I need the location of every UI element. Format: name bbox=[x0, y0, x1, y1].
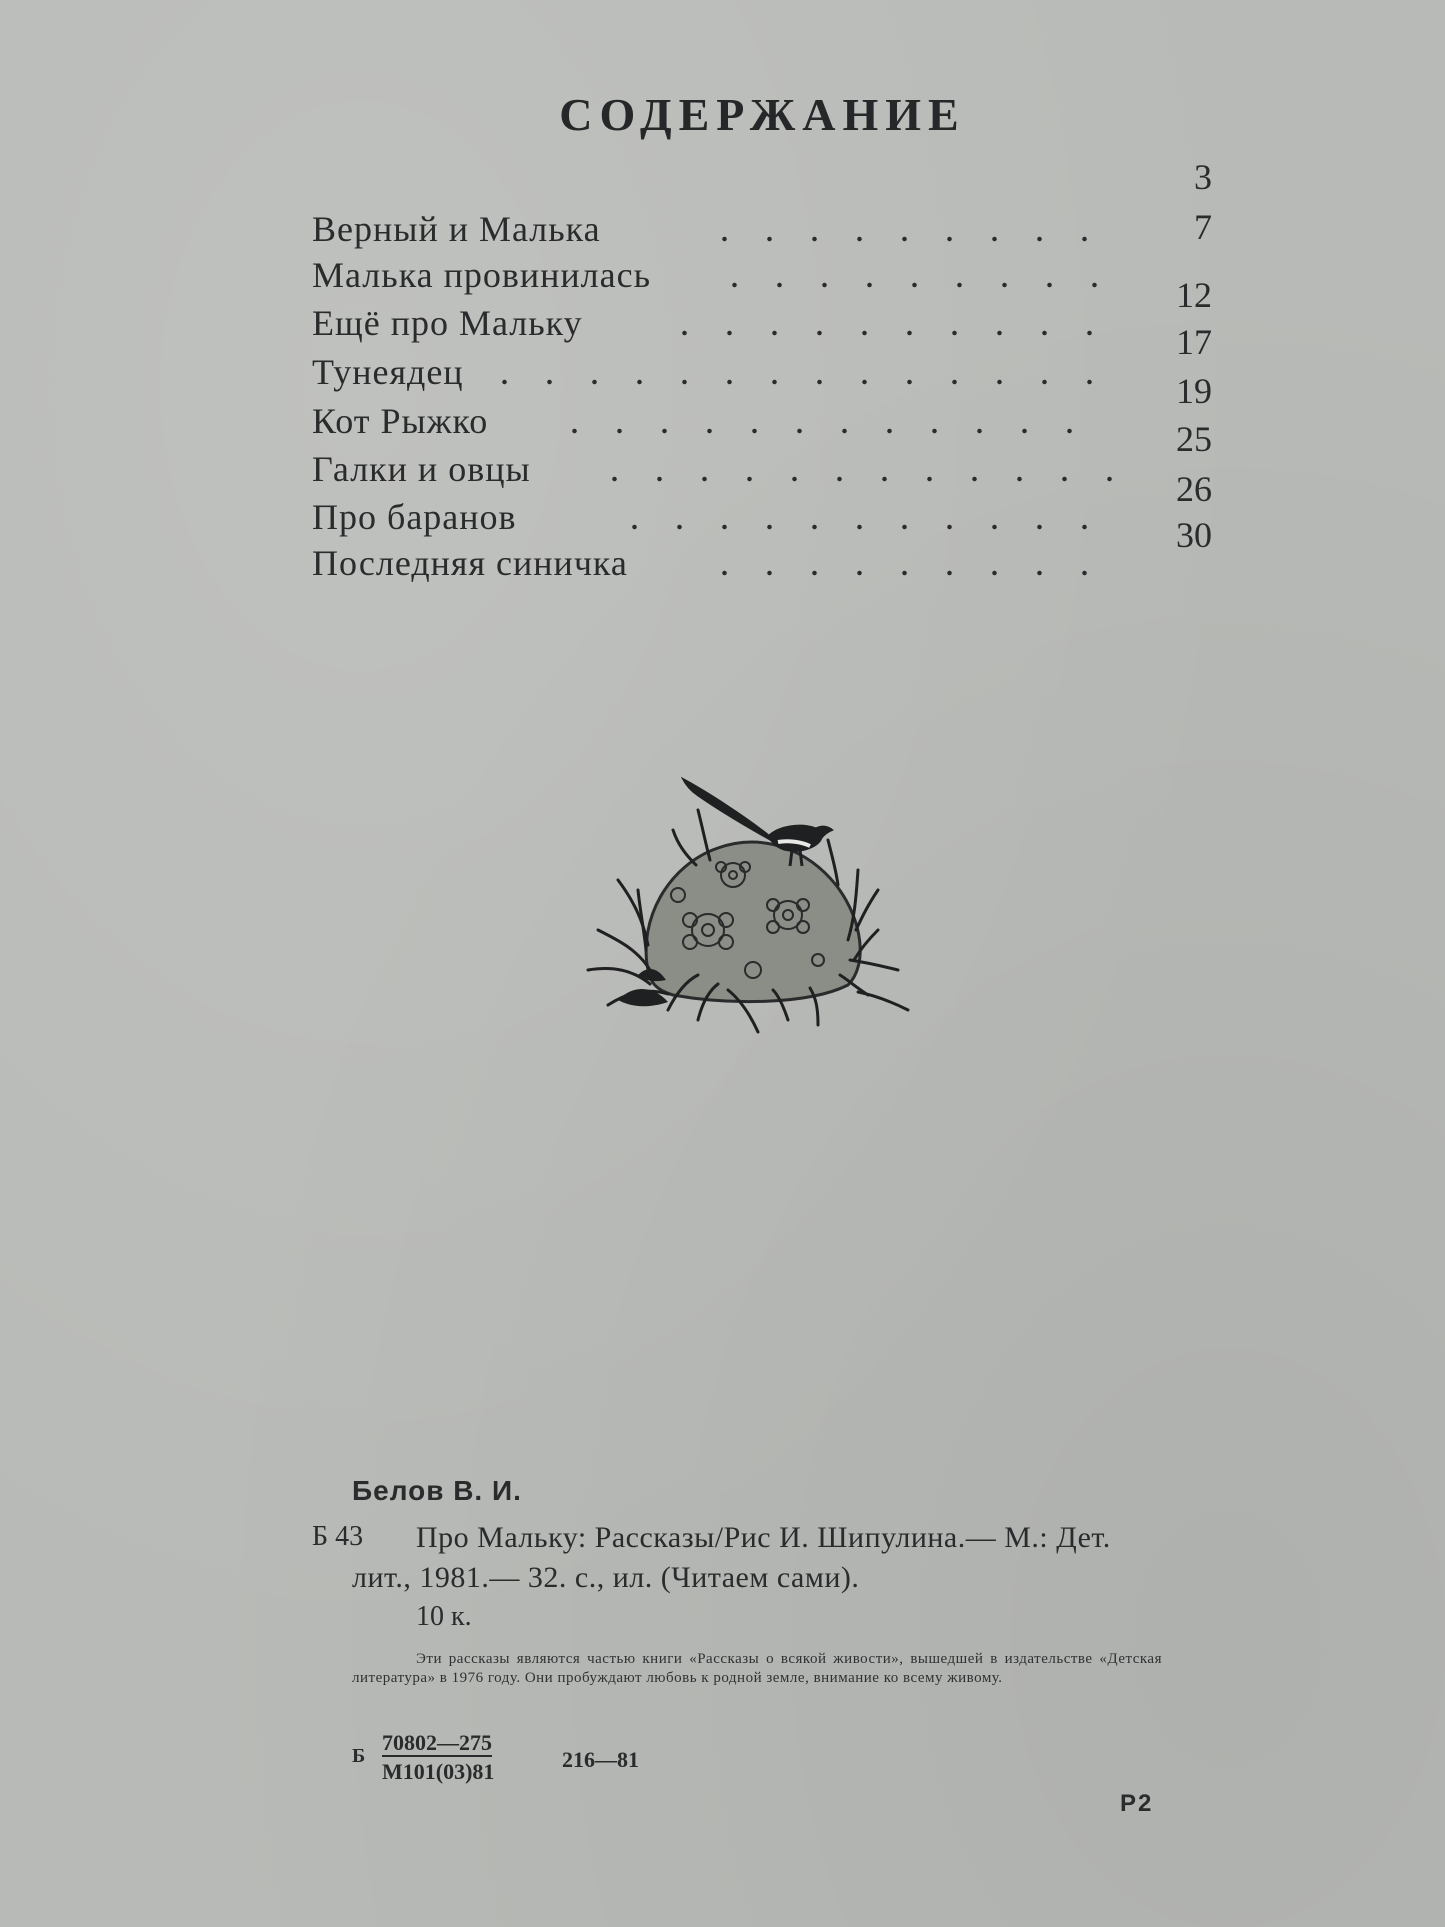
toc-leader-dots bbox=[592, 476, 1112, 482]
toc-entry-page: 25 bbox=[1176, 419, 1212, 459]
toc-leader-dots bbox=[702, 236, 1112, 242]
toc-entry-page: 26 bbox=[1176, 469, 1212, 509]
page-title: СОДЕРЖАНИЕ bbox=[559, 89, 966, 140]
toc-entry-page: 17 bbox=[1176, 322, 1212, 362]
toc-leader-dots bbox=[662, 330, 1112, 336]
index-letter: Б bbox=[352, 1745, 366, 1767]
toc-leader-dots bbox=[482, 379, 1112, 385]
index-numerator: 70802—275 bbox=[382, 1730, 492, 1755]
annotation-text: Эти рассказы являются частью книги «Рассказы о всякой живости», вышедшей в издательстве «Детская литература» в 1976 году. Они пробуждают любовь к родной земле, внимание ко всему живому. bbox=[352, 1651, 1162, 1686]
toc-entry-title: Тунеядец bbox=[312, 352, 464, 392]
toc-entry-title: Верный и Малька bbox=[312, 209, 601, 249]
toc-entry-page: 30 bbox=[1176, 515, 1212, 555]
author-name: Белов В. И. bbox=[352, 1475, 522, 1506]
toc-entry-page: 3 bbox=[1194, 157, 1212, 197]
toc-leader-dots bbox=[702, 570, 1112, 576]
signature-mark: Р2 bbox=[1120, 1790, 1154, 1817]
toc-leader-dots bbox=[712, 282, 1112, 288]
library-code: Б 43 bbox=[312, 1521, 364, 1552]
toc-leader-dots bbox=[612, 524, 1112, 530]
toc-entry-title: Кот Рыжко bbox=[312, 401, 489, 441]
index-suffix: 216—81 bbox=[562, 1747, 639, 1772]
toc-entry-title: Ещё про Мальку bbox=[312, 303, 583, 343]
toc-leader-dots bbox=[552, 428, 1112, 434]
toc-entry-title: Малька провинилась bbox=[312, 255, 652, 295]
toc-entry bbox=[312, 157, 1212, 250]
toc-entry-title: Про баранов bbox=[312, 497, 517, 537]
toc-entry-title: Последняя синичка bbox=[312, 543, 628, 583]
book-description-line: Про Мальку: Рассказы/Рис И. Шипулина.— М.: Дет. bbox=[416, 1521, 1111, 1554]
publication-index bbox=[352, 1731, 752, 1791]
index-denominator: М101(03)81 bbox=[382, 1759, 495, 1784]
toc-entry-page: 7 bbox=[1194, 207, 1212, 247]
book-description-line: лит., 1981.— 32. с., ил. (Читаем сами). bbox=[352, 1561, 860, 1594]
price: 10 к. bbox=[416, 1601, 472, 1632]
magpie-on-stone-icon bbox=[578, 770, 924, 1040]
table-of-contents bbox=[312, 157, 1212, 640]
toc-entry-page: 19 bbox=[1176, 371, 1212, 411]
toc-entry-title: Галки и овцы bbox=[312, 449, 531, 489]
toc-entry-page: 12 bbox=[1176, 275, 1212, 315]
